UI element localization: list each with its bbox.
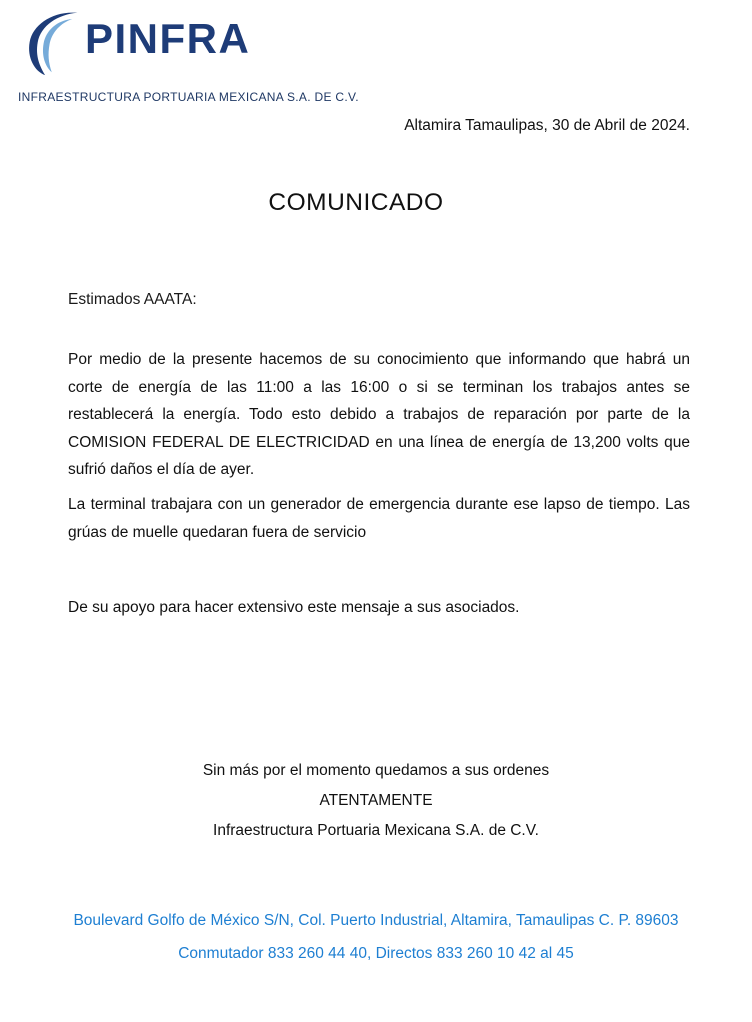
body-paragraph: Por medio de la presente hacemos de su conocimiento que informando que habrá un corte de energía de las 11:00 a las 16:00 o si se terminan los trabajos antes se restablecerá la energía. Todo esto debido a trabajos de reparación por parte de la COMISION FEDERAL DE ELECTRICIDAD en una línea de energía de 13,200 volts que sufrió daños el día de ayer. (68, 351, 690, 478)
body-paragraph: La terminal trabajara con un generador de emergencia durante ese lapso de tiempo. Las grúas de muelle quedaran fuera de servicio (68, 496, 690, 541)
org-subtitle: INFRAESTRUCTURA PORTUARIA MEXICANA S.A. DE C.V. (18, 90, 359, 104)
dateline: Altamira Tamaulipas, 30 de Abril de 2024. (404, 117, 690, 134)
closing-line: Sin más por el momento quedamos a sus ordenes (202, 762, 550, 779)
footer-contact (0, 905, 752, 970)
body-paragraph: De su apoyo para hacer extensivo este mensaje a sus asociados. (68, 599, 520, 616)
pinfra-swoosh-o-icon (25, 7, 83, 77)
salutation: Estimados AAATA: (68, 291, 197, 308)
pinfra-logo (25, 7, 250, 77)
footer-phones: Conmutador 833 260 44 40, Directos 833 260 10 42 al 45 (178, 944, 574, 962)
closing-salute: ATENTAMENTE (319, 792, 433, 809)
brand-name: PINFRA (85, 15, 251, 62)
footer-address: Boulevard Golfo de México S/N, Col. Puerto Industrial, Altamira, Tamaulipas C. P. 89603 (73, 912, 679, 929)
closing-company: Infraestructura Portuaria Mexicana S.A. de C.V. (213, 822, 539, 839)
page-title: COMUNICADO (268, 189, 444, 216)
closing-block (0, 756, 752, 846)
